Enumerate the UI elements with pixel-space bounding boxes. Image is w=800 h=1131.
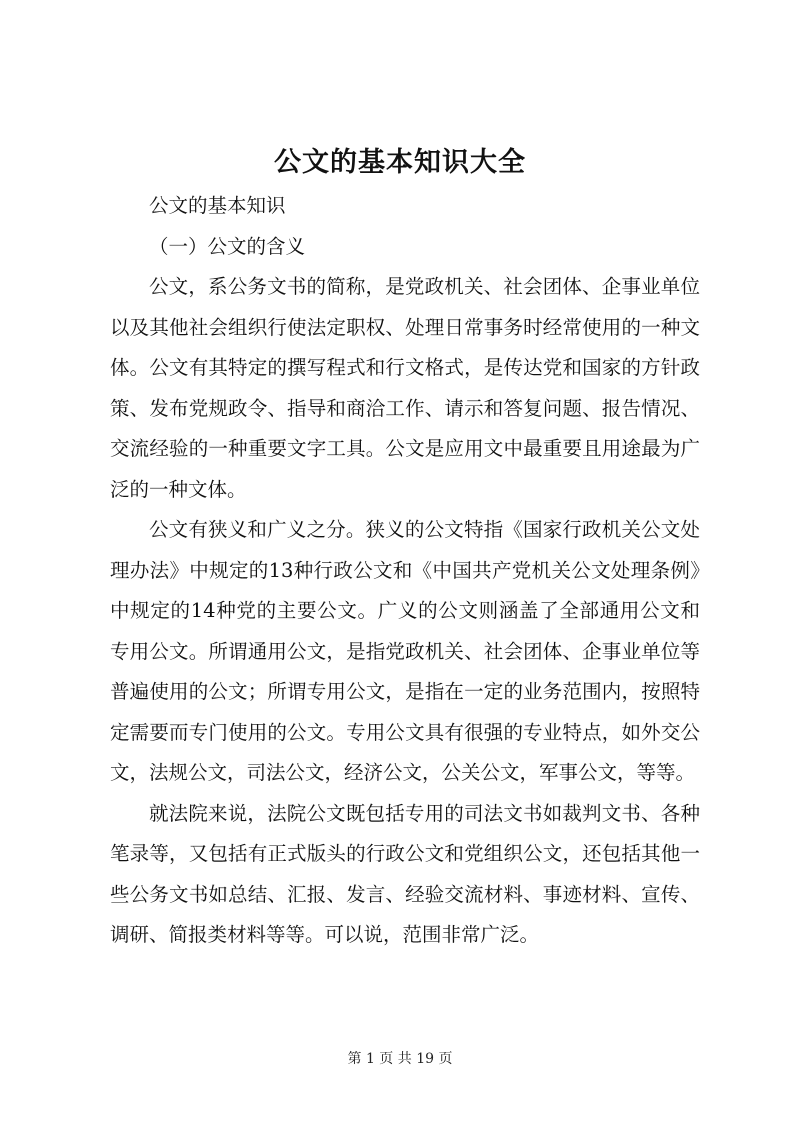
paragraph-scope: 公文有狭义和广义之分。狭义的公文特指《国家行政机关公文处理办法》中规定的13种行政公文和《中国共产党机关公文处理条例》中规定的14种党的主要公文。广义的公文则涵盖了全部通用公文和专用公文。所谓通用公文，是指党政机关、社会团体、企事业单位等普遍使用的公文；所谓专用公文，是指在一定的业务范围内，按照特定需要而专门使用的公文。专用公文具有很强的专业特点，如外交公文，法规公文，司法公文，经济公文，公关公文，军事公文，等等。 xyxy=(110,518,700,784)
section-heading: 公文的基本知识 xyxy=(149,194,286,217)
document-title: 公文的基本知识大全 xyxy=(274,147,526,178)
paragraph-court: 就法院来说，法院公文既包括专用的司法文书如裁判文书、各种笔录等，又包括有正式版头的行政公文和党组织公文，还包括其他一些公务文书如总结、汇报、发言、经验交流材料、事迹材料、宣传、调研、简报类材料等等。可以说，范围非常广泛。 xyxy=(110,801,700,946)
page-footer: 第 1 页 共 19 页 xyxy=(347,1051,453,1067)
paragraph-definition: 公文，系公务文书的简称，是党政机关、社会团体、企事业单位以及其他社会组织行使法定职权、处理日常事务时经常使用的一种文体。公文有其特定的撰写程式和行文格式，是传达党和国家的方针政策、发布党规政令、指导和商洽工作、请示和答复问题、报告情况、交流经验的一种重要文字工具。公文是应用文中最重要且用途最为广泛的一种文体。 xyxy=(110,275,700,501)
subsection-heading: （一）公文的含义 xyxy=(149,234,306,258)
document-body xyxy=(110,186,700,956)
